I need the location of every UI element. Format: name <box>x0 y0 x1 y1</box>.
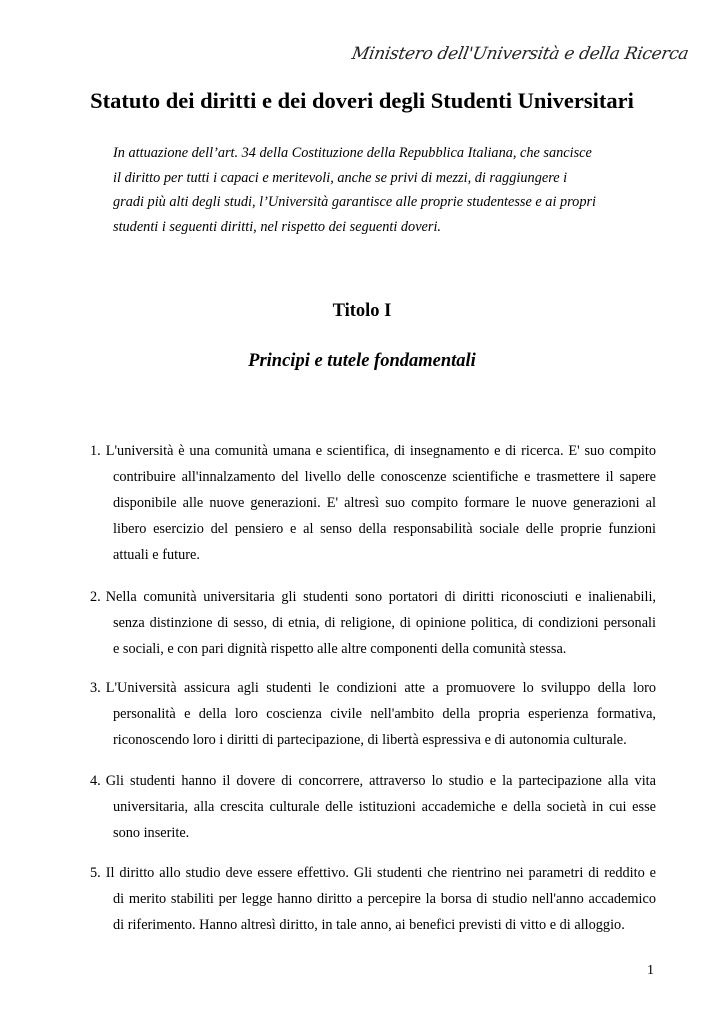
article-line <box>90 794 656 820</box>
article-text: disponibile alle nuove generazioni. E' altresì suo compito formare le nuove generazioni al <box>113 495 656 511</box>
article-line <box>90 542 656 568</box>
article-line <box>90 490 656 516</box>
intro-paragraph <box>113 141 596 239</box>
article-number: 4. <box>90 773 101 789</box>
article-item <box>90 768 656 846</box>
article-line <box>90 610 656 636</box>
article-text: contribuire all'innalzamento del livello delle conoscenze scientifiche e trasmettere il sapere <box>113 469 656 485</box>
article-line <box>90 516 656 542</box>
article-number: 5. <box>90 865 101 881</box>
article-text: sono inserite. <box>113 825 190 841</box>
article-text: attuali e future. <box>113 547 200 563</box>
intro-line: gradi più alti degli studi, l’Università garantisce alle proprie studentesse e ai propri <box>113 194 597 210</box>
article-line <box>90 584 656 610</box>
article-line <box>90 860 656 886</box>
article-text: di riferimento. Hanno altresì diritto, in tale anno, ai benefici previsti di vitto e di alloggio. <box>113 917 625 933</box>
article-text: di merito stabiliti per legge hanno diritto a percepire la borsa di studio nell'anno accademico <box>113 891 656 907</box>
article-line <box>90 912 656 938</box>
intro-line: studenti i seguenti diritti, nel rispetto dei seguenti doveri. <box>113 218 441 235</box>
article-item <box>90 860 656 938</box>
article-line <box>90 820 656 846</box>
article-text: libero esercizio del pensiero e al senso della responsabilità sociale delle proprie funzioni <box>113 521 656 537</box>
article-text: Nella comunità universitaria gli studenti sono portatori di diritti riconosciuti e inalienabili, <box>105 589 656 605</box>
article-text: riconoscendo loro i diritti di partecipazione, di libertà espressiva e di autonomia culturale. <box>113 732 627 748</box>
article-number: 1. <box>90 443 101 459</box>
article-line <box>90 886 656 912</box>
article-text: e sociali, e con pari dignità rispetto alle altre componenti della comunità stessa. <box>113 641 567 657</box>
article-line <box>90 636 656 662</box>
ministry-header: Ministero dell'Università e della Ricerca <box>349 44 690 64</box>
page-number: 1 <box>647 963 654 978</box>
article-text: Il diritto allo studio deve essere effettivo. Gli studenti che rientrino nei parametri di reddito e <box>105 865 656 881</box>
intro-line: il diritto per tutti i capaci e meritevoli, anche se privi di mezzi, di raggiungere i <box>113 169 568 186</box>
article-text: universitaria, alla crescita culturale delle istituzioni accademiche e della società in cui esse <box>113 799 656 815</box>
article-line <box>90 675 656 701</box>
article-line <box>90 768 656 794</box>
article-text: Gli studenti hanno il dovere di concorrere, attraverso lo studio e la partecipazione alla vita <box>105 773 656 789</box>
section-subtitle: Principi e tutele fondamentali <box>248 351 476 371</box>
article-text: L'università è una comunità umana e scientifica, di insegnamento e di ricerca. E' suo compito <box>105 443 656 459</box>
intro-line: In attuazione dell’art. 34 della Costituzione della Repubblica Italiana, che sancisce <box>113 145 592 161</box>
article-text: personalità e della loro coscienza civile nell'ambito della propria esperienza formativa, <box>113 706 656 722</box>
article-line <box>90 438 656 464</box>
article-item <box>90 675 656 753</box>
article-line <box>90 701 656 727</box>
article-item <box>90 438 656 568</box>
document-title: Statuto dei diritti e dei doveri degli Studenti Universitari <box>90 88 634 113</box>
article-number: 3. <box>90 680 101 696</box>
article-number: 2. <box>90 589 101 605</box>
article-text: L'Università assicura agli studenti le condizioni atte a promuovere lo sviluppo della loro <box>105 680 656 696</box>
article-line <box>90 464 656 490</box>
section-title: Titolo I <box>332 301 392 321</box>
article-item <box>90 584 656 662</box>
article-line <box>90 727 656 753</box>
article-text: senza distinzione di sesso, di etnia, di religione, di opinione politica, di condizioni personali <box>113 615 656 631</box>
